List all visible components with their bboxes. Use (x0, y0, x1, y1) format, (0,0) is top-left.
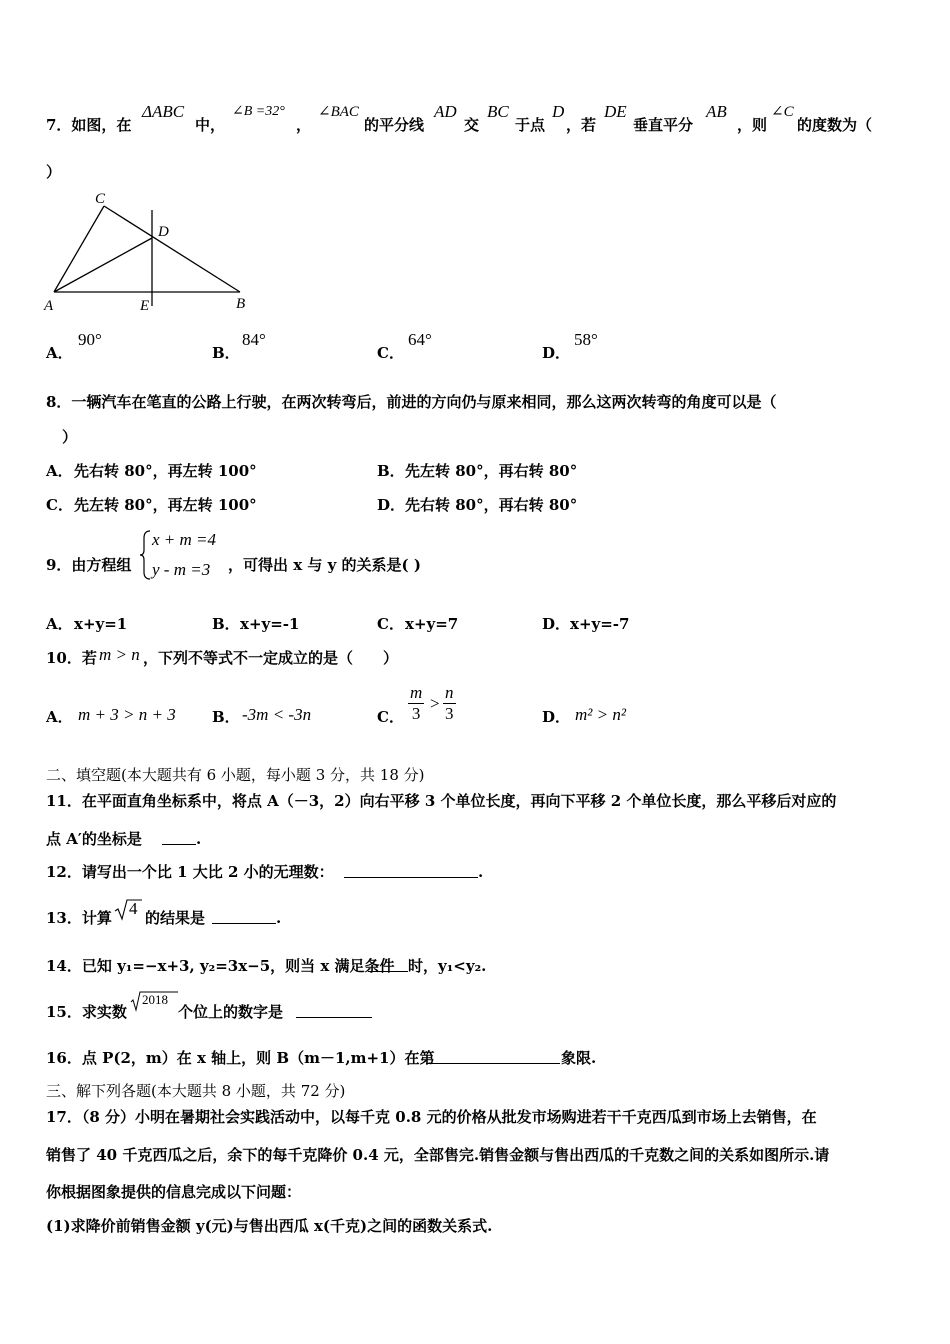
q10-option-c-fraction-2 (443, 683, 456, 724)
q10-option-b: -3m < -3n (242, 705, 312, 724)
q7-prefix: 7．如图，在 (46, 116, 132, 134)
q7-angle-bac: ∠BAC (318, 104, 359, 120)
q12-text: 12．请写出一个比 1 大比 2 小的无理数： (46, 863, 334, 881)
q12-end: . (478, 863, 484, 881)
q9-option-d: x+y=-7 (570, 615, 630, 633)
q10-option-b-label: B． (212, 708, 240, 726)
q9-option-d-label: D． (542, 615, 571, 633)
q14-suffix: 时，y₁<y₂. (408, 957, 487, 975)
q10-option-c-fraction-1 (408, 683, 424, 724)
q11-answer-blank (162, 830, 196, 845)
q17-line-4: (1)求降价前销售金额 y(元)与售出西瓜 x(千克)之间的函数关系式. (46, 1217, 493, 1235)
q12-answer-blank (344, 863, 478, 878)
q10-suffix: ，下列不等式不一定成立的是（ ） (143, 649, 399, 667)
q7-text: 的度数为（ (797, 116, 873, 134)
q7-ad: AD (434, 102, 457, 121)
brace-icon (140, 530, 152, 580)
q7-text: ， (296, 116, 312, 134)
section-3-heading: 三、解下列各题(本大题共 8 小题，共 72 分) (46, 1082, 346, 1100)
q7-text: 中， (195, 116, 226, 134)
q8-option-b: 先左转 80°，再右转 80° (405, 462, 578, 480)
q8-option-b-label: B． (377, 462, 405, 480)
q8-option-a-label: A． (46, 462, 73, 480)
q7-text: ，若 (566, 116, 597, 134)
q17-line-3: 你根据图象提供的信息完成以下问题： (46, 1183, 302, 1201)
q13-end: . (276, 909, 282, 927)
q7-bc: BC (487, 102, 509, 121)
q9-prefix: 9．由方程组 (46, 556, 132, 574)
q16-suffix: 象限. (561, 1049, 597, 1067)
q7-option-c: 64° (408, 330, 432, 349)
q8-option-c: 先左转 80°，再左转 100° (74, 496, 257, 514)
q11-line-2: 点 A′的坐标是 (46, 830, 142, 848)
q16-text: 16．点 P(2，m）在 x 轴上，则 B（m－1,m+1）在第 (46, 1049, 435, 1067)
label-a: A (44, 298, 54, 314)
frac-numerator: n (445, 683, 454, 702)
q7-angle-b: ∠B =32° (232, 104, 285, 119)
q7-option-c-label: C． (377, 344, 404, 362)
q10-condition: m > n (99, 645, 140, 664)
label-d: D (158, 224, 169, 240)
frac-denominator: 3 (445, 704, 454, 723)
q15-answer-blank (296, 1003, 372, 1018)
q9-option-b: x+y=-1 (240, 615, 300, 633)
q14-answer-blank (368, 957, 408, 972)
q10-option-a: m + 3 > n + 3 (78, 705, 176, 724)
q9-option-b-label: B． (212, 615, 240, 633)
q7-text: 的平分线 (364, 116, 425, 134)
q7-triangle: ΔABC (142, 102, 185, 121)
q15-suffix: 个位上的数字是 (178, 1003, 284, 1021)
q7-option-d: 58° (574, 330, 598, 349)
q10-option-c-gt: > (430, 694, 440, 713)
q8-option-d-label: D． (377, 496, 406, 514)
q7-ab: AB (706, 102, 727, 121)
q11-end: . (196, 830, 202, 848)
q9-option-c: x+y=7 (405, 615, 459, 633)
q10-option-d-label: D． (542, 708, 571, 726)
q13-prefix: 13．计算 (46, 909, 112, 927)
q10-prefix: 10．若 (46, 649, 97, 667)
q13-radicand: 4 (129, 899, 138, 918)
q17-line-2: 销售了 40 千克西瓜之后，余下的每千克降价 0.4 元，全部售完.销售金额与售出西瓜的千克数之间的关系如图所示.请 (46, 1146, 830, 1164)
q7-d: D (552, 102, 565, 121)
label-c: C (95, 191, 106, 207)
q7-close: ） (46, 163, 62, 181)
q9-option-a: x+y=1 (74, 615, 128, 633)
q7-text: 于点 (515, 116, 546, 134)
q11-line-1: 11．在平面直角坐标系中，将点 A（－3，2）向右平移 3 个单位长度，再向下平移 2 个单位长度，那么平移后对应的 (46, 792, 837, 810)
q7-option-b-label: B． (212, 344, 240, 362)
q15-prefix: 15．求实数 (46, 1003, 127, 1021)
q7-option-a-label: A． (46, 344, 73, 362)
q16-answer-blank (426, 1049, 560, 1064)
q14-text: 14．已知 y₁=−x+3, y₂=3x−5，则当 x 满足条件 (46, 957, 395, 975)
q7-angle-c: ∠C (771, 104, 794, 120)
q7-de: DE (604, 102, 627, 121)
q10-option-a-label: A． (46, 708, 73, 726)
q8-stem: 8．一辆汽车在笔直的公路上行驶，在两次转弯后，前进的方向仍与原来相同，那么这两次转弯的角度可以是（ (46, 393, 777, 411)
frac-denominator: 3 (411, 704, 421, 723)
q8-option-d: 先右转 80°，再右转 80° (405, 496, 578, 514)
q17-line-1: 17．（8 分）小明在暑期社会实践活动中，以每千克 0.8 元的价格从批发市场购进若干千克西瓜到市场上去销售，在 (46, 1108, 817, 1126)
label-b: B (236, 296, 246, 312)
label-e: E (140, 298, 150, 314)
q7-option-d-label: D． (542, 344, 571, 362)
q7-option-a: 90° (78, 330, 102, 349)
q9-equation-2: y - m =3 (152, 560, 211, 579)
q7-text: 垂直平分 (633, 116, 694, 134)
q8-option-c-label: C． (46, 496, 73, 514)
q7-option-b: 84° (242, 330, 266, 349)
q9-suffix: ，可得出 x 与 y 的关系是( ) (228, 556, 421, 574)
q7-text: ，则 (737, 116, 768, 134)
q10-option-c-label: C． (377, 708, 404, 726)
q15-radicand: 2018 (142, 992, 168, 1007)
q13-answer-blank (212, 909, 276, 924)
q9-option-c-label: C． (377, 615, 404, 633)
q7-triangle-figure (40, 188, 260, 316)
q10-option-d: m² > n² (575, 705, 626, 724)
q9-equation-1: x + m =4 (152, 530, 217, 549)
q9-option-a-label: A． (46, 615, 73, 633)
q8-option-a: 先右转 80°，再左转 100° (74, 462, 257, 480)
q8-close: ） (62, 428, 78, 446)
section-2-heading: 二、填空题(本大题共有 6 小题，每小题 3 分，共 18 分) (46, 766, 425, 784)
q7-text: 交 (464, 116, 480, 134)
frac-numerator: m (410, 683, 423, 702)
q13-suffix: 的结果是 (145, 909, 206, 927)
